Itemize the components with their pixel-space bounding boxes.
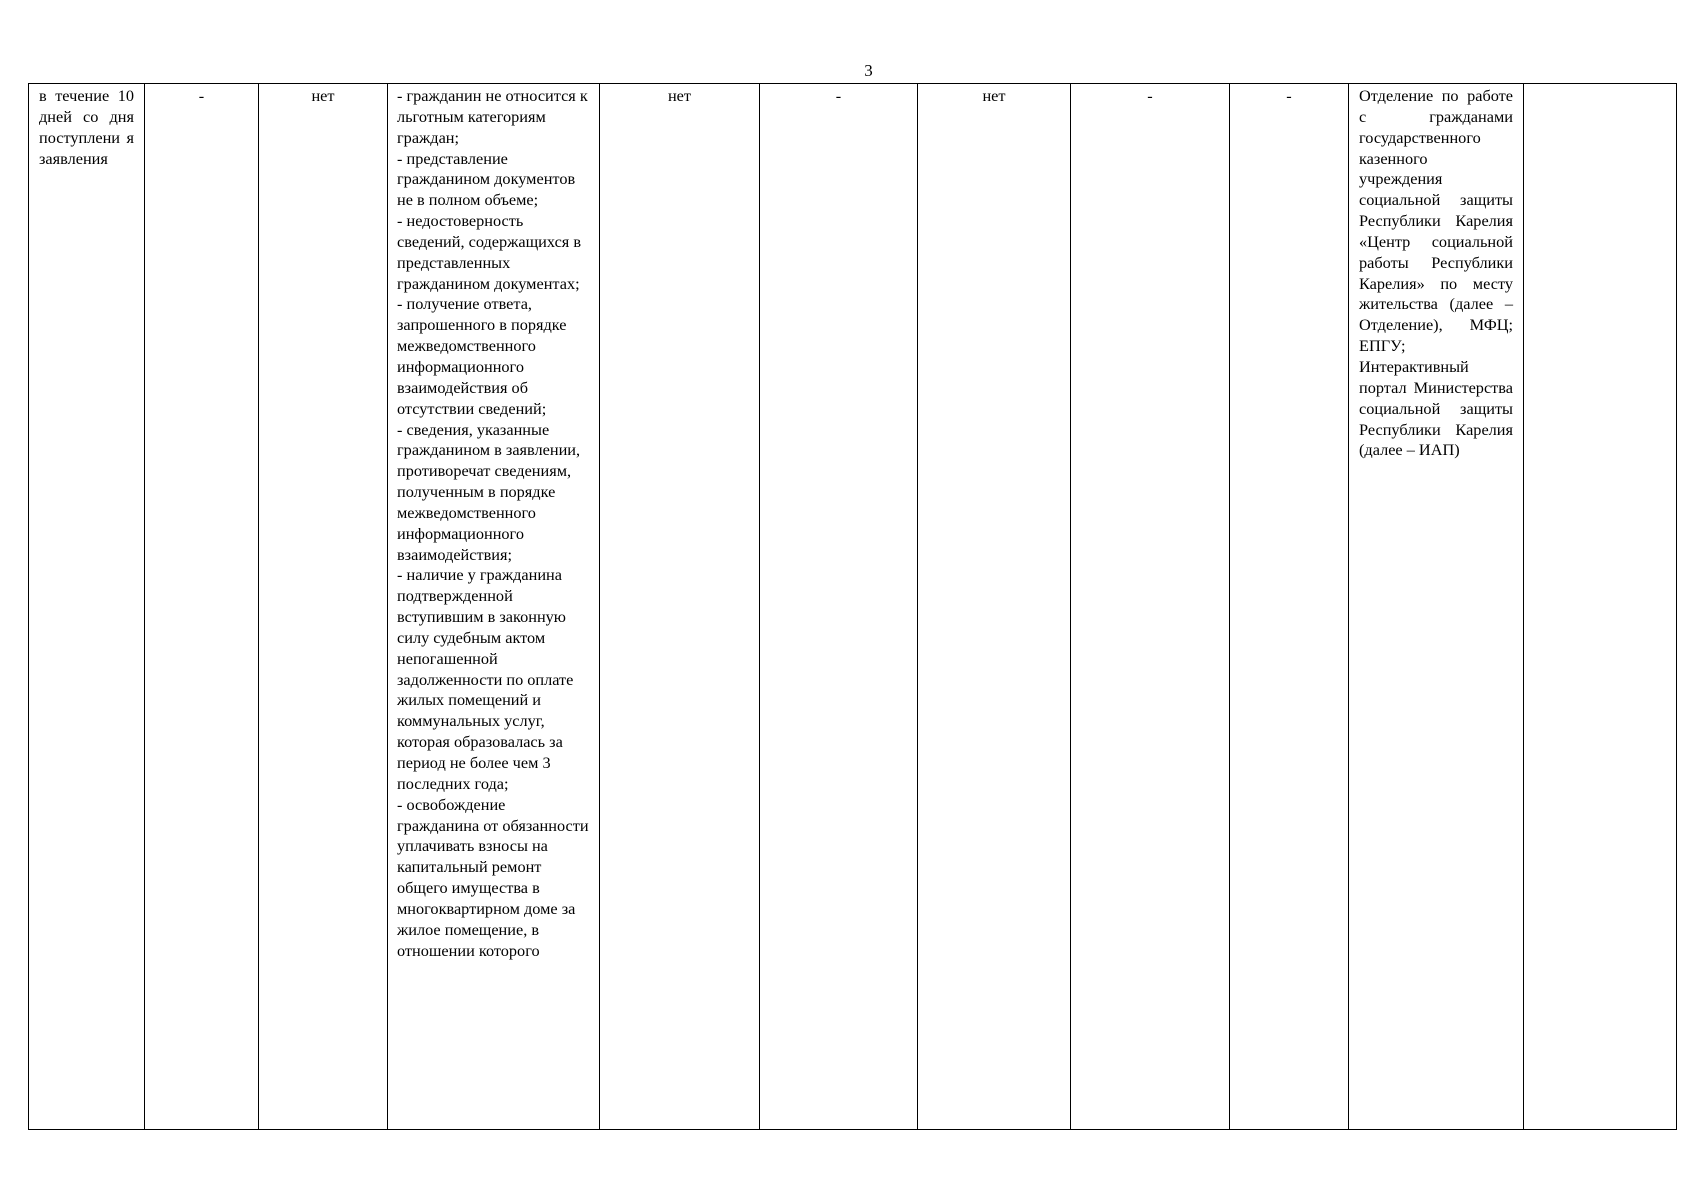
table-cell: нет — [259, 84, 388, 1130]
service-table — [28, 83, 1677, 1130]
table-cell: нет — [918, 84, 1071, 1130]
table-cell — [1524, 84, 1677, 1130]
submission-place-cell: Отделение по работе с гражданами государственного казенного учреждения социальной защиты Республики Карелия «Центр социальной работы Республики Карелия» по месту жительства (далее – Отделение), МФЦ; ЕПГУ; Интерактивный портал Министерства социальной защиты Республики Карелия (далее – ИАП) — [1349, 84, 1524, 1130]
table-row — [29, 84, 1677, 1130]
table-cell: - — [1071, 84, 1230, 1130]
page-number: 3 — [864, 61, 873, 80]
table-cell: - — [145, 84, 259, 1130]
term-cell: в течение 10 дней со дня поступлени я заявления — [29, 84, 145, 1130]
refusal-grounds-cell: - гражданин не относится к льготным категориям граждан; - представление гражданином документов не в полном объеме; - недостоверность сведений, содержащихся в представленных гражданином документах; - получение ответа, запрошенного в порядке межведомственного информационного взаимодействия об отсутствии сведений; - сведения, указанные гражданином в заявлении, противоречат сведениям, полученным в порядке межведомственного информационного взаимодействия; - наличие у гражданина подтвержденной вступившим в законную силу судебным актом непогашенной задолженности по оплате жилых помещений и коммунальных услуг, которая образовалась за период не более чем 3 последних года; - освобождение гражданина от обязанности уплачивать взносы на капитальный ремонт общего имущества в многоквартирном доме за жилое помещение, в отношении которого — [388, 84, 600, 1130]
table-cell: - — [1230, 84, 1349, 1130]
table-cell: - — [760, 84, 918, 1130]
table-cell: нет — [600, 84, 760, 1130]
